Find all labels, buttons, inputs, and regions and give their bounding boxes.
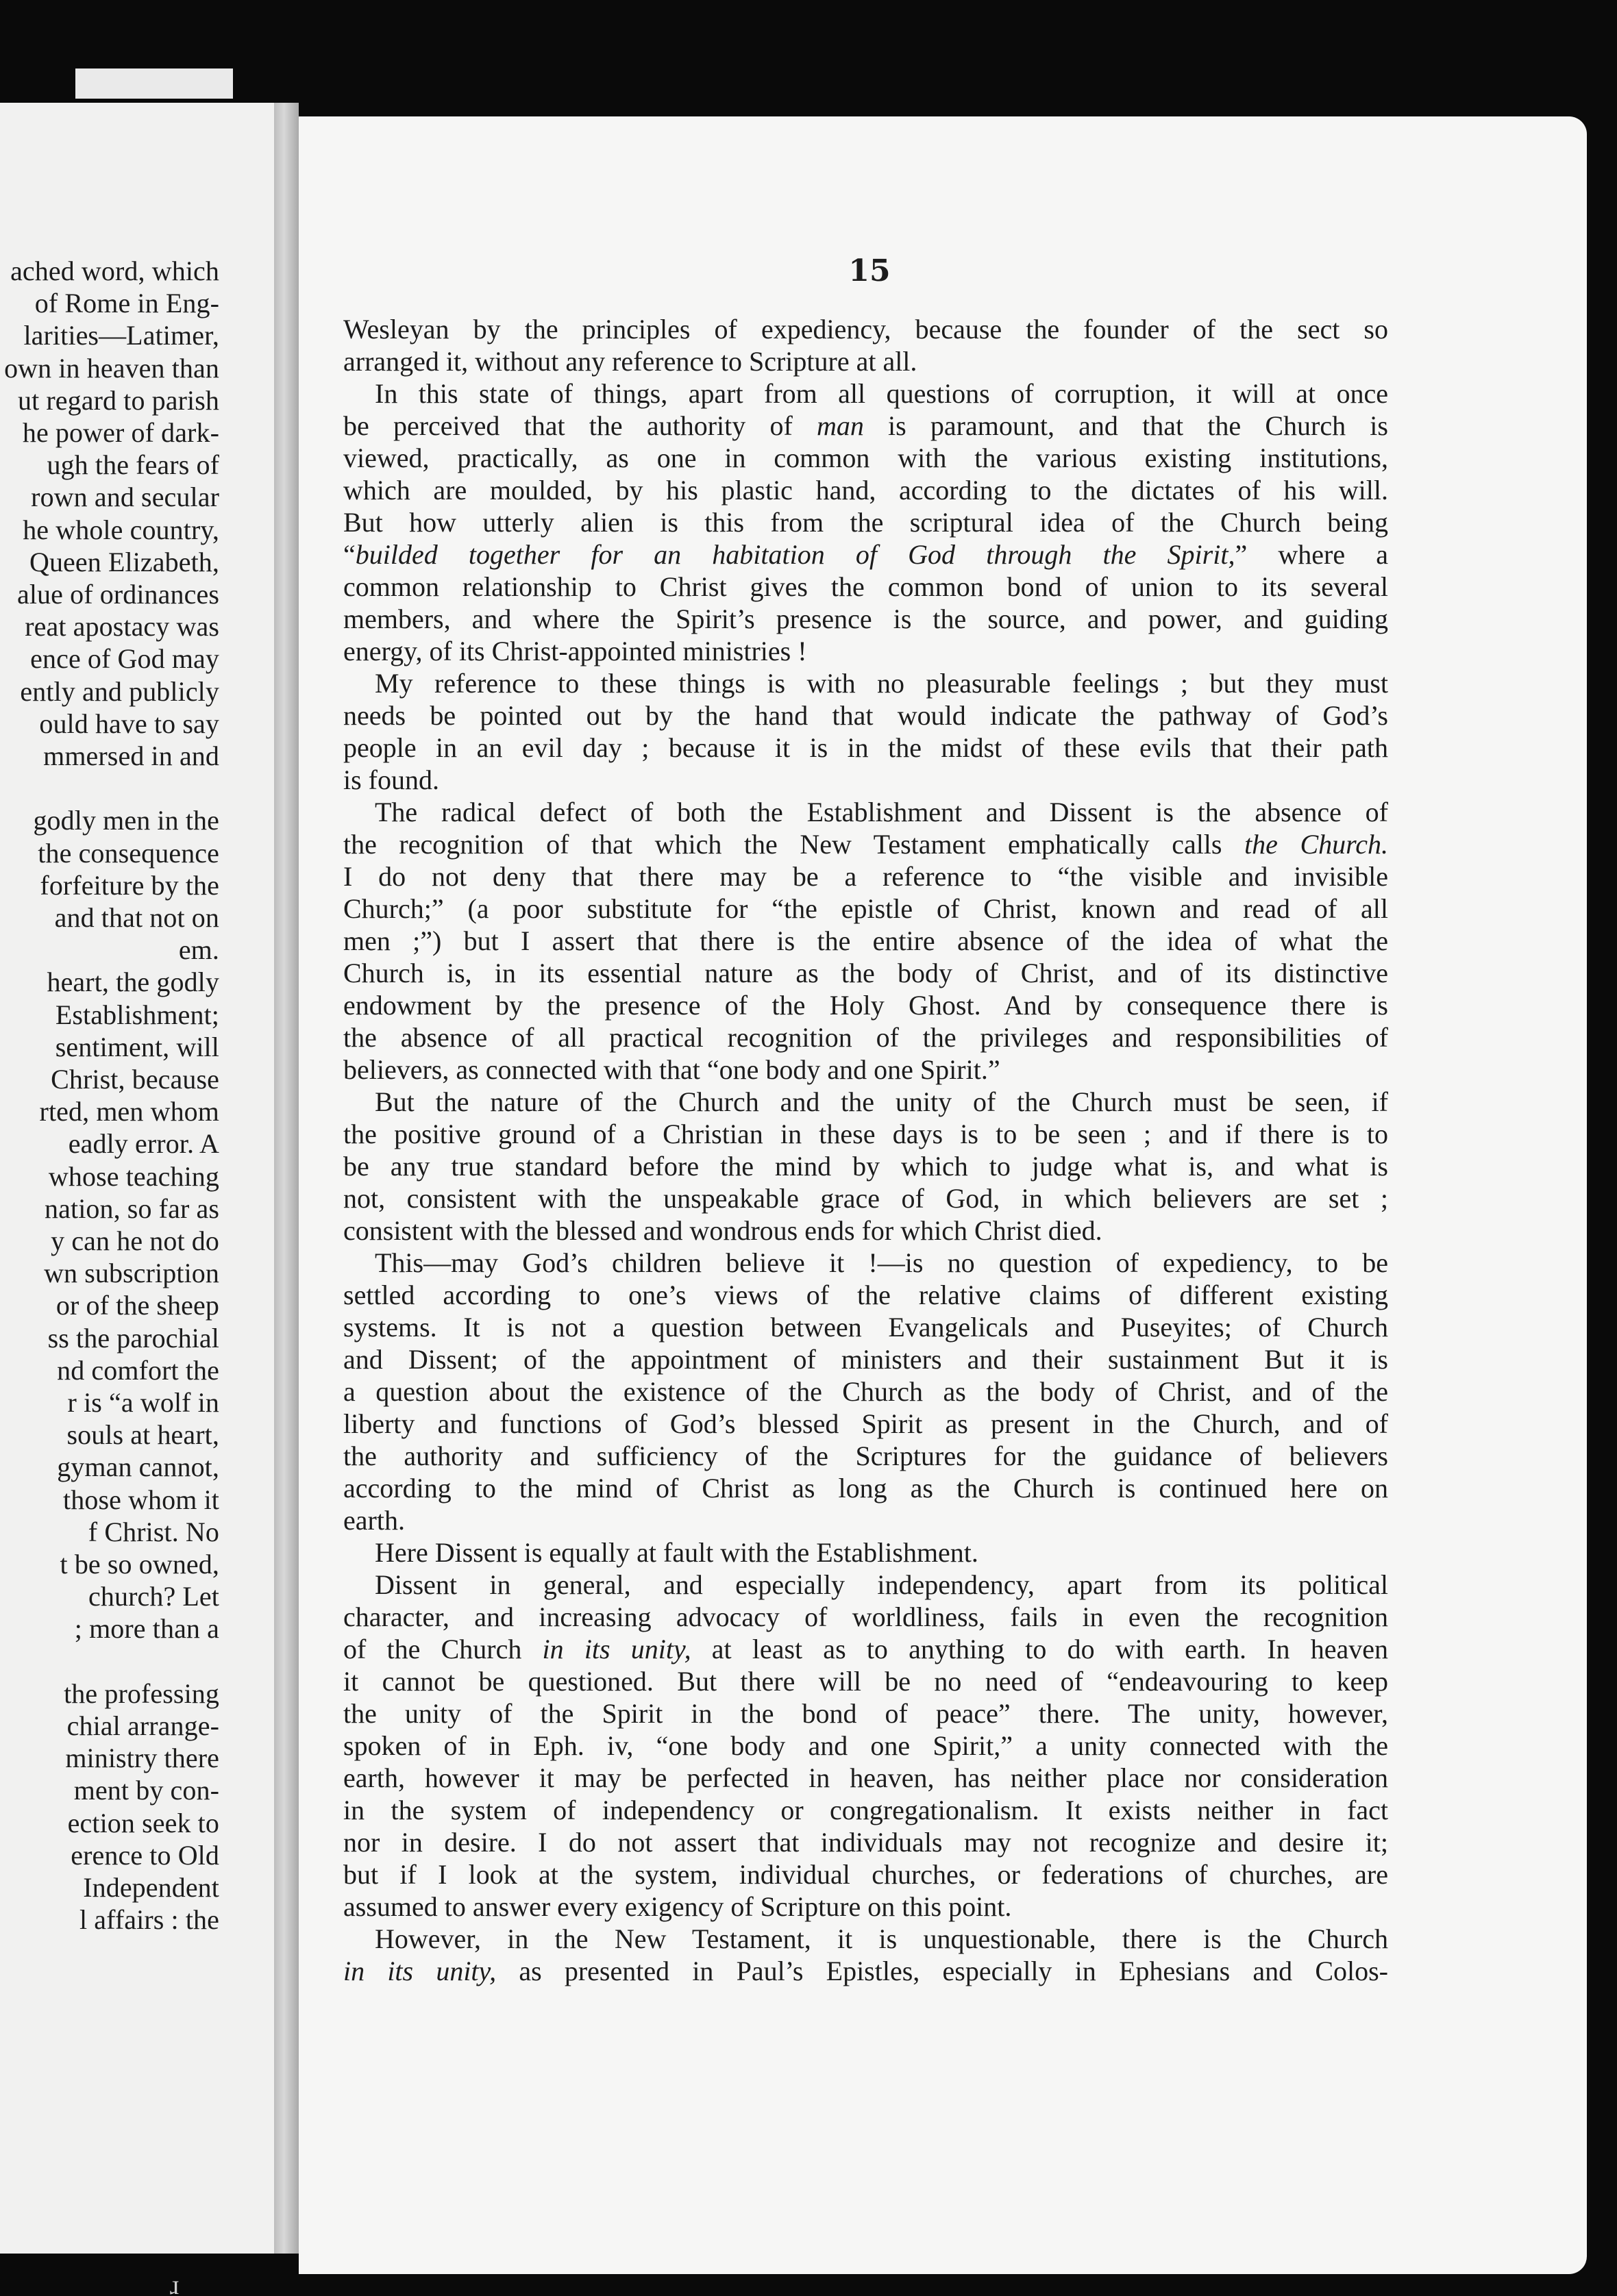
left-page-line: heart, the godly — [47, 966, 219, 998]
body-text — [343, 313, 1388, 1987]
body-line: This—may God’s children believe it !—is no question of expediency, to be — [375, 1247, 1388, 1278]
body-line: I do not deny that there may be a reference to “the visible and invisible — [343, 861, 1388, 892]
left-page-line: nation, so far as — [45, 1193, 219, 1224]
body-line: nor in desire. I do not assert that individuals may not recognize and desire it; — [343, 1827, 1388, 1858]
body-line: energy, of its Christ-appointed ministries ! — [343, 636, 807, 666]
body-line: not, consistent with the unspeakable grace of God, in which believers are set ; — [343, 1183, 1388, 1214]
left-page-line: larities—Latimer, — [23, 320, 219, 351]
left-page-line: ection seek to — [67, 1807, 219, 1838]
left-page-line: ss the parochial — [47, 1322, 219, 1353]
left-page-line: rown and secular — [31, 482, 219, 513]
body-line: “builded together for an habitation of God through the Spirit,” where a — [343, 539, 1388, 570]
body-line: viewed, practically, as one in common with the various existing institutions, — [343, 442, 1388, 473]
left-page-line: church? Let — [88, 1581, 219, 1612]
left-page-line: Queen Elizabeth, — [29, 546, 219, 577]
left-page-line: whose teaching — [48, 1160, 219, 1192]
body-line: of the Church in its unity, at least as to anything to do with earth. In heaven — [343, 1634, 1388, 1664]
body-line: In this state of things, apart from all questions of corruption, it will at once — [375, 378, 1388, 409]
left-page-line: Independent — [83, 1872, 219, 1903]
left-page-line: or of the sheep — [55, 1290, 219, 1321]
scan-mark: ɹ — [170, 2269, 180, 2296]
left-page-line: reat apostacy was — [25, 611, 219, 642]
left-page-line: gyman cannot, — [57, 1451, 219, 1483]
body-line: needs be pointed out by the hand that would indicate the pathway of God’s — [343, 700, 1388, 731]
book-gutter — [274, 103, 299, 2254]
left-page-line: souls at heart, — [66, 1419, 219, 1451]
left-page-line: sentiment, will — [55, 1031, 219, 1062]
body-line: be perceived that the authority of man is paramount, and that the Church is — [343, 410, 1388, 441]
body-line: the absence of all practical recognition of the privileges and responsibilities of — [343, 1022, 1388, 1053]
page-number: 15 — [848, 253, 891, 288]
right-page — [299, 116, 1587, 2274]
left-page-line: em. — [178, 934, 219, 966]
left-page-line: rted, men whom — [39, 1096, 219, 1127]
left-page-line: chial arrange- — [66, 1710, 219, 1741]
body-line: The radical defect of both the Establishment and Dissent is the absence of — [375, 797, 1388, 827]
left-page-line: of Rome in Eng- — [34, 288, 219, 319]
left-page-line: nd comfort the — [57, 1354, 219, 1386]
left-page-line: r is “a wolf in — [67, 1387, 219, 1418]
body-line: My reference to these things is with no pleasurable feelings ; but they must — [375, 668, 1388, 699]
body-line: spoken of in Eph. iv, “one body and one Spirit,” a unity connected with the — [343, 1730, 1388, 1761]
body-line: in the system of independency or congregationalism. It exists neither in fact — [343, 1795, 1388, 1825]
body-line: but if I look at the system, individual churches, or federations of churches, are — [343, 1859, 1388, 1890]
body-line: systems. It is not a question between Evangelicals and Puseyites; of Church — [343, 1312, 1388, 1343]
body-line: be any true standard before the mind by which to judge what is, and what is — [343, 1151, 1388, 1182]
left-page-line: ould have to say — [39, 708, 219, 739]
left-page-line: y can he not do — [51, 1225, 219, 1256]
left-page-line: he power of dark- — [22, 417, 219, 448]
body-line: Church is, in its essential nature as the body of Christ, and of its distinctive — [343, 958, 1388, 988]
left-page-line: f Christ. No — [88, 1516, 219, 1547]
body-line: and Dissent; of the appointment of ministers and their sustainment But it is — [343, 1344, 1388, 1375]
body-line: character, and increasing advocacy of worldliness, fails in even the recognition — [343, 1601, 1388, 1632]
body-line: which are moulded, by his plastic hand, according to the dictates of his will. — [343, 475, 1388, 506]
page-edge-strip — [75, 68, 233, 99]
body-line: arranged it, without any reference to Scripture at all. — [343, 346, 917, 377]
left-page-line: mmersed in and — [43, 740, 219, 771]
left-page-line: ment by con- — [73, 1775, 219, 1806]
body-line: people in an evil day ; because it is in the midst of these evils that their path — [343, 732, 1388, 763]
left-page-line: erence to Old — [71, 1839, 219, 1871]
left-page-line: wn subscription — [44, 1258, 219, 1289]
body-line: according to the mind of Christ as long as the Church is continued here on — [343, 1473, 1388, 1503]
left-page-line: eadly error. A — [68, 1128, 219, 1160]
body-line: Church;” (a poor substitute for “the epistle of Christ, known and read of all — [343, 893, 1388, 924]
body-line: Wesleyan by the principles of expediency, because the founder of the sect so — [343, 314, 1388, 345]
body-line: Dissent in general, and especially independency, apart from its political — [375, 1569, 1388, 1600]
body-line: common relationship to Christ gives the common bond of union to its several — [343, 571, 1388, 602]
body-line: However, in the New Testament, it is unquestionable, there is the Church — [375, 1923, 1388, 1954]
left-page-line: ugh the fears of — [47, 449, 219, 481]
body-line: the unity of the Spirit in the bond of peace” there. The unity, however, — [343, 1698, 1388, 1729]
body-line: men ;”) but I assert that there is the entire absence of the idea of what the — [343, 925, 1388, 956]
body-line: believers, as connected with that “one body and one Spirit.” — [343, 1054, 1000, 1085]
body-line: members, and where the Spirit’s presence is the source, and power, and guiding — [343, 603, 1388, 634]
left-page-line: the professing — [64, 1677, 219, 1709]
left-page-line: own in heaven than — [4, 352, 219, 384]
left-page-line: Establishment; — [55, 999, 219, 1030]
left-page-line: ministry there — [65, 1743, 219, 1774]
left-page-line: Christ, because — [51, 1064, 219, 1095]
body-line: the recognition of that which the New Testament emphatically calls the Church. — [343, 829, 1388, 860]
body-line: it cannot be questioned. But there will be no need of “endeavouring to keep — [343, 1666, 1388, 1697]
left-page-line: l affairs : the — [79, 1904, 219, 1936]
body-line: settled according to one’s views of the relative claims of different existing — [343, 1280, 1388, 1310]
body-line: earth. — [343, 1505, 405, 1536]
left-page-line: those whom it — [63, 1484, 219, 1515]
left-page-line: godly men in the — [33, 805, 219, 836]
body-line: is found. — [343, 764, 439, 795]
left-page-line: ; more than a — [74, 1613, 219, 1645]
body-line: But how utterly alien is this from the scriptural idea of the Church being — [343, 507, 1388, 538]
left-page-fragment — [0, 103, 274, 2254]
body-line: earth, however it may be perfected in heaven, has neither place nor consideration — [343, 1762, 1388, 1793]
left-page-line: ence of God may — [30, 643, 219, 675]
body-line: the authority and sufficiency of the Scriptures for the guidance of believers — [343, 1440, 1388, 1471]
left-page-line: ut regard to parish — [17, 384, 219, 416]
body-line: endowment by the presence of the Holy Ghost. And by consequence there is — [343, 990, 1388, 1021]
body-line: Here Dissent is equally at fault with the Establishment. — [375, 1537, 978, 1568]
left-page-line: t be so owned, — [60, 1549, 219, 1580]
left-page-line: alue of ordinances — [16, 579, 219, 610]
left-page-line: he whole country, — [23, 514, 219, 545]
body-line: consistent with the blessed and wondrous ends for which Christ died. — [343, 1215, 1102, 1246]
body-line: assumed to answer every exigency of Scripture on this point. — [343, 1891, 1012, 1922]
left-page-line: ached word, which — [10, 255, 219, 286]
left-page-line: the consequence — [38, 837, 219, 869]
left-page-line: ently and publicly — [20, 675, 219, 707]
body-line: in its unity, as presented in Paul’s Epistles, especially in Ephesians and Colos- — [343, 1956, 1388, 1986]
body-line: But the nature of the Church and the unity of the Church must be seen, if — [375, 1086, 1388, 1117]
body-line: liberty and functions of God’s blessed Spirit as present in the Church, and of — [343, 1408, 1388, 1439]
left-page-line: forfeiture by the — [40, 869, 219, 901]
body-line: the positive ground of a Christian in these days is to be seen ; and if there is to — [343, 1119, 1388, 1149]
body-line: a question about the existence of the Church as the body of Christ, and of the — [343, 1376, 1388, 1407]
left-page-line: and that not on — [54, 902, 219, 933]
